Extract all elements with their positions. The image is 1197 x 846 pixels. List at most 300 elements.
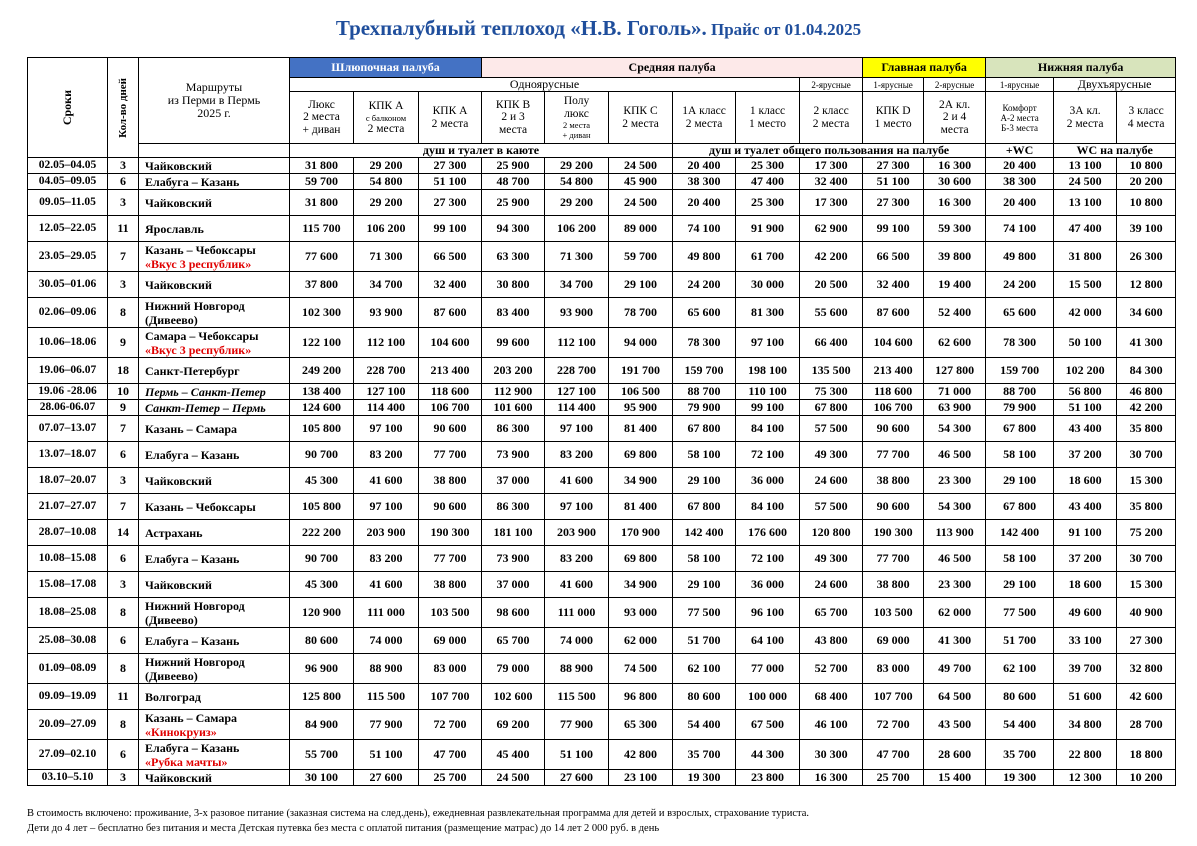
price-cell: 41 600 [354, 468, 419, 494]
price-cell: 36 000 [736, 572, 800, 598]
price-cell: 118 600 [419, 384, 482, 400]
price-cell: 96 800 [609, 684, 673, 710]
price-cell: 124 600 [290, 400, 354, 416]
row-dates: 09.05–11.05 [28, 190, 108, 216]
cabin-header-4: КПК В 2 и 3 места [482, 92, 545, 144]
price-cell: 39 700 [1054, 654, 1117, 684]
price-cell: 23 300 [924, 468, 986, 494]
row-days: 8 [108, 710, 139, 740]
row-route: Чайковский [139, 190, 290, 216]
row-days: 9 [108, 328, 139, 358]
price-cell: 35 700 [673, 740, 736, 770]
row-route: Елабуга – Казань [139, 546, 290, 572]
price-cell: 213 400 [419, 358, 482, 384]
price-cell: 29 100 [986, 468, 1054, 494]
price-cell: 57 500 [800, 416, 863, 442]
table-row [28, 190, 1176, 216]
price-cell: 43 400 [1054, 416, 1117, 442]
price-cell: 23 800 [736, 770, 800, 786]
table-row [28, 416, 1176, 442]
price-cell: 41 600 [545, 468, 609, 494]
price-cell: 28 700 [1117, 710, 1176, 740]
price-cell: 39 800 [924, 242, 986, 272]
price-table [27, 57, 1176, 786]
price-cell: 41 600 [545, 572, 609, 598]
price-cell: 77 500 [986, 598, 1054, 628]
price-cell: 86 300 [482, 416, 545, 442]
price-cell: 97 100 [354, 494, 419, 520]
price-cell: 29 100 [609, 272, 673, 298]
price-cell: 83 200 [545, 546, 609, 572]
price-cell: 72 100 [736, 442, 800, 468]
table-row [28, 174, 1176, 190]
price-cell: 228 700 [545, 358, 609, 384]
price-cell: 30 000 [736, 272, 800, 298]
price-cell: 127 100 [354, 384, 419, 400]
price-cell: 67 500 [736, 710, 800, 740]
row-days: 7 [108, 416, 139, 442]
bath-private: душ и туалет в каюте [290, 144, 673, 158]
row-dates: 10.06–18.06 [28, 328, 108, 358]
price-cell: 17 300 [800, 190, 863, 216]
price-cell: 54 800 [354, 174, 419, 190]
price-cell: 115 700 [290, 216, 354, 242]
bath-wc: +WC [986, 144, 1054, 158]
price-cell: 24 600 [800, 468, 863, 494]
price-cell: 37 200 [1054, 546, 1117, 572]
row-dates: 15.08–17.08 [28, 572, 108, 598]
price-cell: 170 900 [609, 520, 673, 546]
price-cell: 58 100 [986, 546, 1054, 572]
price-cell: 98 600 [482, 598, 545, 628]
price-cell: 37 200 [1054, 442, 1117, 468]
price-cell: 29 200 [354, 190, 419, 216]
price-cell: 24 500 [609, 158, 673, 174]
price-cell: 99 100 [419, 216, 482, 242]
row-dates: 13.07–18.07 [28, 442, 108, 468]
cabin-header-3: КПК А 2 места [419, 92, 482, 144]
row-dates: 28.06-06.07 [28, 400, 108, 416]
price-cell: 32 400 [419, 272, 482, 298]
price-cell: 13 100 [1054, 190, 1117, 216]
price-cell: 71 000 [924, 384, 986, 400]
price-cell: 114 400 [354, 400, 419, 416]
price-cell: 79 900 [986, 400, 1054, 416]
price-cell: 29 200 [354, 158, 419, 174]
price-cell: 87 600 [419, 298, 482, 328]
row-route: Чайковский [139, 272, 290, 298]
row-days: 3 [108, 770, 139, 786]
price-cell: 38 800 [419, 468, 482, 494]
price-cell: 81 300 [736, 298, 800, 328]
row-days: 8 [108, 298, 139, 328]
price-cell: 49 600 [1054, 598, 1117, 628]
price-cell: 37 000 [482, 572, 545, 598]
row-route: Казань – Самара «Кинокруиз» [139, 710, 290, 740]
price-cell: 46 500 [924, 442, 986, 468]
price-cell: 61 700 [736, 242, 800, 272]
price-cell: 190 300 [863, 520, 924, 546]
price-cell: 78 300 [986, 328, 1054, 358]
price-cell: 96 100 [736, 598, 800, 628]
row-days: 3 [108, 572, 139, 598]
price-cell: 62 100 [673, 654, 736, 684]
row-dates: 25.08–30.08 [28, 628, 108, 654]
price-cell: 38 800 [419, 572, 482, 598]
price-cell: 62 000 [924, 598, 986, 628]
price-cell: 88 700 [986, 384, 1054, 400]
price-cell: 77 900 [354, 710, 419, 740]
col-routes-header: Маршруты из Перми в Пермь 2025 г. [139, 58, 290, 144]
cabin-header-5: Полу люкс 2 места + диван [545, 92, 609, 144]
price-cell: 191 700 [609, 358, 673, 384]
price-cell: 20 200 [1117, 174, 1176, 190]
price-cell: 27 300 [863, 190, 924, 216]
price-cell: 84 100 [736, 416, 800, 442]
price-cell: 46 800 [1117, 384, 1176, 400]
price-cell: 106 700 [863, 400, 924, 416]
row-route: Пермь – Санкт-Петер [139, 384, 290, 400]
table-row [28, 572, 1176, 598]
row-dates: 19.06–06.07 [28, 358, 108, 384]
price-cell: 27 600 [545, 770, 609, 786]
price-cell: 115 500 [354, 684, 419, 710]
row-days: 9 [108, 400, 139, 416]
table-row [28, 494, 1176, 520]
table-row [28, 242, 1176, 272]
price-cell: 39 100 [1117, 216, 1176, 242]
price-cell: 34 900 [609, 468, 673, 494]
bath-empty [139, 144, 290, 158]
table-row [28, 770, 1176, 786]
price-cell: 42 600 [1117, 684, 1176, 710]
price-cell: 51 100 [419, 174, 482, 190]
price-cell: 12 300 [1054, 770, 1117, 786]
row-route: Елабуга – Казань [139, 442, 290, 468]
price-cell: 69 000 [863, 628, 924, 654]
price-cell: 32 400 [800, 174, 863, 190]
table-row [28, 400, 1176, 416]
price-cell: 66 500 [863, 242, 924, 272]
price-cell: 37 000 [482, 468, 545, 494]
tier-mid-single: Одноярусные [290, 78, 800, 92]
ship-title: Трехпалубный теплоход «Н.В. Гоголь». [335, 16, 707, 40]
table-row [28, 628, 1176, 654]
price-cell: 42 800 [609, 740, 673, 770]
price-cell: 77 500 [673, 598, 736, 628]
price-cell: 159 700 [673, 358, 736, 384]
price-cell: 49 800 [673, 242, 736, 272]
price-cell: 15 500 [1054, 272, 1117, 298]
row-days: 11 [108, 684, 139, 710]
price-cell: 59 700 [290, 174, 354, 190]
row-days: 18 [108, 358, 139, 384]
row-route: Чайковский [139, 770, 290, 786]
price-cell: 25 300 [736, 158, 800, 174]
table-row [28, 740, 1176, 770]
price-cell: 19 400 [924, 272, 986, 298]
row-days: 6 [108, 628, 139, 654]
price-cell: 135 500 [800, 358, 863, 384]
price-cell: 75 300 [800, 384, 863, 400]
price-cell: 198 100 [736, 358, 800, 384]
price-cell: 190 300 [419, 520, 482, 546]
price-cell: 18 600 [1054, 572, 1117, 598]
price-cell: 42 200 [800, 242, 863, 272]
price-cell: 46 100 [800, 710, 863, 740]
price-cell: 27 600 [354, 770, 419, 786]
row-dates: 02.05–04.05 [28, 158, 108, 174]
row-dates: 20.09–27.09 [28, 710, 108, 740]
row-days: 3 [108, 468, 139, 494]
price-cell: 106 500 [609, 384, 673, 400]
row-days: 6 [108, 546, 139, 572]
row-dates: 18.07–20.07 [28, 468, 108, 494]
bath-wc-deck: WC на палубе [1054, 144, 1176, 158]
price-cell: 122 100 [290, 328, 354, 358]
row-dates: 27.09–02.10 [28, 740, 108, 770]
price-cell: 51 600 [1054, 684, 1117, 710]
price-cell: 77 600 [290, 242, 354, 272]
cabin-header-6: КПК С 2 места [609, 92, 673, 144]
price-cell: 51 700 [986, 628, 1054, 654]
price-cell: 99 100 [863, 216, 924, 242]
price-cell: 29 100 [986, 572, 1054, 598]
table-row [28, 216, 1176, 242]
route-promo: «Вкус 3 республик» [145, 342, 252, 357]
route-promo: «Кинокруиз» [145, 724, 217, 739]
price-cell: 113 900 [924, 520, 986, 546]
price-cell: 41 300 [1117, 328, 1176, 358]
price-cell: 88 900 [545, 654, 609, 684]
price-cell: 83 400 [482, 298, 545, 328]
price-cell: 49 700 [924, 654, 986, 684]
price-cell: 20 400 [673, 158, 736, 174]
row-days: 3 [108, 158, 139, 174]
price-cell: 27 300 [1117, 628, 1176, 654]
table-row [28, 654, 1176, 684]
price-cell: 23 300 [924, 572, 986, 598]
price-cell: 67 800 [986, 416, 1054, 442]
price-cell: 104 600 [419, 328, 482, 358]
price-cell: 25 300 [736, 190, 800, 216]
price-cell: 71 300 [354, 242, 419, 272]
tier-mid-double: 2-ярусные [800, 78, 863, 92]
price-cell: 12 800 [1117, 272, 1176, 298]
row-dates: 02.06–09.06 [28, 298, 108, 328]
route-promo: «Рубка мачты» [145, 754, 228, 769]
price-cell: 41 300 [924, 628, 986, 654]
price-cell: 35 700 [986, 740, 1054, 770]
price-cell: 91 900 [736, 216, 800, 242]
price-cell: 19 300 [986, 770, 1054, 786]
price-cell: 45 300 [290, 468, 354, 494]
table-row [28, 298, 1176, 328]
price-cell: 73 900 [482, 442, 545, 468]
price-cell: 31 800 [290, 190, 354, 216]
cabin-header-1: Люкс 2 места + диван [290, 92, 354, 144]
price-cell: 15 300 [1117, 572, 1176, 598]
price-cell: 29 100 [673, 572, 736, 598]
price-cell: 69 800 [609, 546, 673, 572]
price-cell: 28 600 [924, 740, 986, 770]
price-cell: 44 300 [736, 740, 800, 770]
price-cell: 15 300 [1117, 468, 1176, 494]
price-cell: 84 900 [290, 710, 354, 740]
price-cell: 62 900 [800, 216, 863, 242]
price-cell: 35 800 [1117, 416, 1176, 442]
cabin-header-11: 2А кл. 2 и 4 места [924, 92, 986, 144]
price-cell: 18 800 [1117, 740, 1176, 770]
price-cell: 127 800 [924, 358, 986, 384]
price-cell: 24 500 [1054, 174, 1117, 190]
price-cell: 34 600 [1117, 298, 1176, 328]
price-cell: 65 300 [609, 710, 673, 740]
price-cell: 86 300 [482, 494, 545, 520]
row-dates: 04.05–09.05 [28, 174, 108, 190]
price-cell: 13 100 [1054, 158, 1117, 174]
row-days: 3 [108, 272, 139, 298]
price-cell: 15 400 [924, 770, 986, 786]
price-cell: 43 400 [1054, 494, 1117, 520]
price-cell: 29 100 [673, 468, 736, 494]
price-cell: 127 100 [545, 384, 609, 400]
cabin-header-13: 3А кл. 2 места [1054, 92, 1117, 144]
row-route: Чайковский [139, 572, 290, 598]
price-cell: 81 400 [609, 416, 673, 442]
price-cell: 33 100 [1054, 628, 1117, 654]
price-cell: 48 700 [482, 174, 545, 190]
bath-shared: душ и туалет общего пользования на палубе [673, 144, 986, 158]
price-cell: 42 000 [1054, 298, 1117, 328]
price-cell: 23 100 [609, 770, 673, 786]
cabin-header-9: 2 класс 2 места [800, 92, 863, 144]
price-cell: 106 200 [354, 216, 419, 242]
price-cell: 29 200 [545, 190, 609, 216]
price-cell: 10 800 [1117, 190, 1176, 216]
table-row [28, 328, 1176, 358]
price-cell: 97 100 [354, 416, 419, 442]
price-cell: 54 800 [545, 174, 609, 190]
price-cell: 18 600 [1054, 468, 1117, 494]
row-dates: 18.08–25.08 [28, 598, 108, 628]
price-cell: 64 500 [924, 684, 986, 710]
price-cell: 30 100 [290, 770, 354, 786]
price-cell: 65 600 [673, 298, 736, 328]
price-cell: 52 700 [800, 654, 863, 684]
price-cell: 72 700 [419, 710, 482, 740]
price-cell: 43 800 [800, 628, 863, 654]
price-cell: 78 700 [609, 298, 673, 328]
price-cell: 176 600 [736, 520, 800, 546]
price-cell: 24 500 [609, 190, 673, 216]
price-cell: 32 400 [863, 272, 924, 298]
price-cell: 77 900 [545, 710, 609, 740]
row-days: 3 [108, 190, 139, 216]
price-cell: 69 000 [419, 628, 482, 654]
row-days: 7 [108, 242, 139, 272]
price-cell: 81 400 [609, 494, 673, 520]
price-cell: 101 600 [482, 400, 545, 416]
price-cell: 16 300 [924, 190, 986, 216]
price-cell: 32 800 [1117, 654, 1176, 684]
price-cell: 94 000 [609, 328, 673, 358]
price-cell: 62 000 [609, 628, 673, 654]
price-cell: 93 000 [609, 598, 673, 628]
price-cell: 100 000 [736, 684, 800, 710]
price-cell: 87 600 [863, 298, 924, 328]
row-route: Астрахань [139, 520, 290, 546]
row-days: 14 [108, 520, 139, 546]
price-cell: 51 100 [354, 740, 419, 770]
price-cell: 90 600 [863, 416, 924, 442]
price-cell: 63 900 [924, 400, 986, 416]
price-cell: 25 700 [419, 770, 482, 786]
price-cell: 20 500 [800, 272, 863, 298]
row-route: Чайковский [139, 468, 290, 494]
price-cell: 103 500 [863, 598, 924, 628]
price-cell: 10 800 [1117, 158, 1176, 174]
price-cell: 38 300 [986, 174, 1054, 190]
price-cell: 35 800 [1117, 494, 1176, 520]
row-dates: 19.06 -28.06 [28, 384, 108, 400]
row-dates: 23.05–29.05 [28, 242, 108, 272]
table-row [28, 272, 1176, 298]
price-cell: 52 400 [924, 298, 986, 328]
price-cell: 111 000 [545, 598, 609, 628]
price-cell: 107 700 [419, 684, 482, 710]
table-row [28, 442, 1176, 468]
row-route: Елабуга – Казань «Рубка мачты» [139, 740, 290, 770]
price-cell: 51 100 [545, 740, 609, 770]
price-cell: 16 300 [924, 158, 986, 174]
price-cell: 38 800 [863, 572, 924, 598]
price-cell: 84 300 [1117, 358, 1176, 384]
price-cell: 99 100 [736, 400, 800, 416]
price-cell: 90 600 [419, 494, 482, 520]
table-row [28, 384, 1176, 400]
price-cell: 110 100 [736, 384, 800, 400]
row-route: Волгоград [139, 684, 290, 710]
price-cell: 78 300 [673, 328, 736, 358]
price-cell: 112 100 [545, 328, 609, 358]
price-cell: 84 100 [736, 494, 800, 520]
price-cell: 58 100 [673, 546, 736, 572]
price-cell: 30 600 [924, 174, 986, 190]
row-route: Нижний Новгород (Дивеево) [139, 598, 290, 628]
price-cell: 25 700 [863, 770, 924, 786]
price-cell: 105 800 [290, 494, 354, 520]
tier-main-single: 1-ярусные [863, 78, 924, 92]
deck-srednyaya: Средняя палуба [482, 58, 863, 78]
price-cell: 203 900 [545, 520, 609, 546]
price-cell: 25 900 [482, 158, 545, 174]
row-days: 10 [108, 384, 139, 400]
cabin-header-12: Комфорт А-2 места Б-3 места [986, 92, 1054, 144]
row-route: Казань – Чебоксары [139, 494, 290, 520]
price-cell: 79 900 [673, 400, 736, 416]
price-cell: 24 200 [986, 272, 1054, 298]
price-cell: 111 000 [354, 598, 419, 628]
price-cell: 72 700 [863, 710, 924, 740]
price-cell: 38 300 [673, 174, 736, 190]
price-cell: 22 800 [1054, 740, 1117, 770]
price-cell: 69 800 [609, 442, 673, 468]
price-cell: 73 900 [482, 546, 545, 572]
price-cell: 74 000 [545, 628, 609, 654]
price-cell: 34 800 [1054, 710, 1117, 740]
price-cell: 80 600 [290, 628, 354, 654]
